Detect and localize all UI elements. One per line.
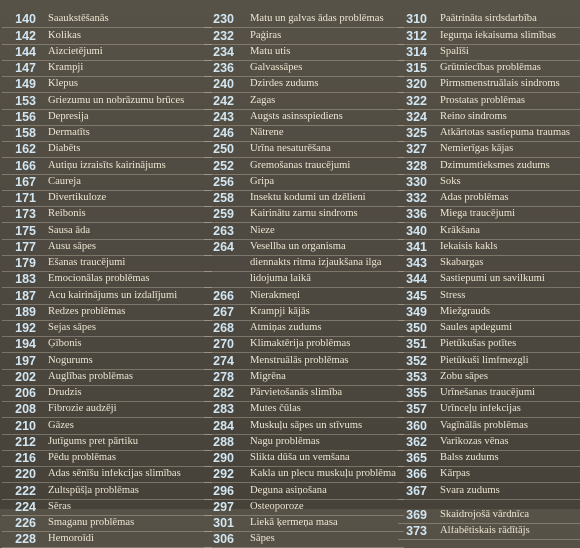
- index-entry[interactable]: [2, 61, 212, 77]
- page-number: 362: [406, 434, 427, 449]
- page-number: 310: [406, 12, 427, 27]
- page-number: 330: [406, 174, 427, 189]
- page-number: 212: [15, 434, 36, 449]
- page-number: 153: [15, 93, 36, 108]
- page-number: 189: [15, 304, 36, 319]
- index-entry[interactable]: [2, 483, 212, 499]
- page-number: 256: [213, 174, 234, 189]
- index-entry[interactable]: [398, 126, 580, 142]
- entry-title: Aizcietējumi: [48, 46, 103, 57]
- entry-title: Liekā ķermeņa masa: [250, 518, 338, 529]
- index-entry[interactable]: [2, 175, 212, 191]
- index-entry[interactable]: [398, 175, 580, 191]
- entry-title: Galvassāpes: [250, 63, 303, 74]
- index-entry[interactable]: [204, 353, 404, 369]
- entry-title: Dermatīts: [48, 128, 90, 139]
- entry-title: Drudzis: [48, 388, 82, 399]
- entry-title: Šoks: [440, 176, 461, 187]
- entry-title: Svara zudums: [440, 485, 500, 496]
- index-entry[interactable]: [2, 126, 212, 142]
- entry-title: diennakts ritma izjaukšana ilga: [250, 258, 382, 269]
- index-entry[interactable]: [204, 93, 404, 109]
- entry-title: Slikta dūša un vemšana: [250, 453, 350, 464]
- entry-title: Pietūkuši limfmezgli: [440, 355, 529, 366]
- page-number: 325: [406, 126, 427, 141]
- entry-title: Pēdu problēmas: [48, 453, 116, 464]
- index-entry[interactable]: [204, 418, 404, 434]
- page-number: 162: [15, 142, 36, 157]
- entry-title: Osteoporoze: [250, 501, 304, 512]
- index-entry[interactable]: [204, 28, 404, 44]
- page-number: 332: [406, 191, 427, 206]
- entry-title: Deguna asiņošana: [250, 485, 327, 496]
- page-number: 306: [213, 532, 234, 547]
- page-number: 336: [406, 207, 427, 222]
- index-entry[interactable]: [398, 223, 580, 239]
- index-entry[interactable]: [204, 386, 404, 402]
- entry-title: Pietūkušas potītes: [440, 339, 517, 350]
- index-entry[interactable]: [398, 288, 580, 304]
- entry-title: Fibrozie audzēji: [48, 404, 117, 415]
- entry-title: Prostatas problēmas: [440, 95, 526, 106]
- index-entry[interactable]: [398, 370, 580, 386]
- entry-title: Muskuļu sāpes un stīvums: [250, 420, 363, 431]
- page-number: 259: [213, 207, 234, 222]
- entry-title: Matu un galvas ādas problēmas: [250, 14, 384, 25]
- index-entry[interactable]: [204, 223, 404, 239]
- entry-title: Balss zudums: [440, 453, 499, 464]
- index-entry[interactable]: [398, 158, 580, 174]
- index-entry[interactable]: [2, 272, 212, 288]
- index-entry[interactable]: [2, 532, 212, 548]
- index-entry[interactable]: [398, 191, 580, 207]
- page-number: 234: [213, 44, 234, 59]
- page-number: 250: [213, 142, 234, 157]
- page-number: 236: [213, 61, 234, 76]
- index-entry[interactable]: [2, 142, 212, 158]
- page-number: 187: [15, 288, 36, 303]
- page-number: 232: [213, 28, 234, 43]
- index-entry[interactable]: [2, 337, 212, 353]
- page-number: 224: [15, 499, 36, 514]
- entry-title: Migrēna: [250, 371, 286, 382]
- index-entry[interactable]: [2, 158, 212, 174]
- entry-title: Redzes problēmas: [48, 306, 126, 317]
- index-entry[interactable]: [2, 370, 212, 386]
- index-entry[interactable]: [2, 467, 212, 483]
- page-number: 226: [15, 516, 36, 531]
- page-number: 149: [15, 77, 36, 92]
- entry-title: Kakla un plecu muskuļu problēma: [250, 469, 396, 480]
- page-number: 288: [213, 434, 234, 449]
- entry-title: Mutes čūlas: [250, 404, 301, 415]
- index-entry[interactable]: [2, 240, 212, 256]
- index-entry[interactable]: [204, 126, 404, 142]
- entry-title: Kolikas: [48, 30, 81, 41]
- page-number: 290: [213, 451, 234, 466]
- entry-title: Ēšanas traucējumi: [48, 258, 126, 269]
- entry-title: Klimaktērija problēmas: [250, 339, 351, 350]
- page-number: 357: [406, 402, 427, 417]
- index-entry[interactable]: [398, 435, 580, 451]
- entry-title: Urīnceļu infekcijas: [440, 404, 521, 415]
- index-column-2: [204, 12, 404, 548]
- page-number: 167: [15, 174, 36, 189]
- entry-title: Ādas problēmas: [440, 193, 509, 204]
- index-entry[interactable]: [398, 483, 580, 499]
- entry-title: Pārvietošanās slimība: [250, 388, 343, 399]
- index-entry[interactable]: [398, 45, 580, 61]
- page-number: 369: [406, 507, 427, 522]
- entry-title: Nierakmeņi: [250, 290, 301, 301]
- index-entry[interactable]: [204, 337, 404, 353]
- index-entry[interactable]: [398, 508, 580, 524]
- index-entry[interactable]: [2, 77, 212, 93]
- entry-title: Augsts asinsspiediens: [250, 111, 343, 122]
- entry-title: Hemoroīdi: [48, 534, 94, 545]
- index-entry[interactable]: [2, 353, 212, 369]
- entry-title: Paģiras: [250, 30, 282, 41]
- page-number: 345: [406, 288, 427, 303]
- index-entry[interactable]: [204, 532, 404, 548]
- entry-title: Skaidrojošā vārdnīca: [440, 509, 530, 520]
- page-number: 367: [406, 483, 427, 498]
- index-entry[interactable]: [2, 386, 212, 402]
- page-number: 173: [15, 207, 36, 222]
- page-number: 230: [213, 12, 234, 27]
- entry-title: Sastiepumi un savilkumi: [440, 274, 545, 285]
- entry-title: Miega traucējumi: [440, 209, 516, 220]
- index-entry[interactable]: [204, 256, 404, 272]
- entry-title: lidojuma laikā: [250, 274, 311, 285]
- page-number: 351: [406, 337, 427, 352]
- page-number: 158: [15, 126, 36, 141]
- entry-title: Gripa: [250, 176, 275, 187]
- page-number: 315: [406, 61, 427, 76]
- page-number: 322: [406, 93, 427, 108]
- entry-title: Auglības problēmas: [48, 371, 134, 382]
- page-number: 206: [15, 386, 36, 401]
- index-entry[interactable]: [2, 256, 212, 272]
- entry-title: Emocionālas problēmas: [48, 274, 150, 285]
- index-entry[interactable]: [2, 500, 212, 516]
- index-entry[interactable]: [204, 240, 404, 256]
- page-number: 240: [213, 77, 234, 92]
- index-entry[interactable]: [398, 240, 580, 256]
- entry-title: Kārpas: [440, 469, 471, 480]
- entry-title: Urīna nesaturēšana: [250, 144, 331, 155]
- page-number: 264: [213, 239, 234, 254]
- entry-title: Menstruālās problēmas: [250, 355, 349, 366]
- page-number: 327: [406, 142, 427, 157]
- entry-title: Nagu problēmas: [250, 436, 320, 447]
- page-number: 197: [15, 353, 36, 368]
- index-entry[interactable]: [398, 77, 580, 93]
- index-entry[interactable]: [204, 175, 404, 191]
- entry-title: Spalīši: [440, 46, 469, 57]
- page-number: 202: [15, 369, 36, 384]
- index-entry[interactable]: [398, 386, 580, 402]
- entry-title: Acu kairinājums un izdalījumi: [48, 290, 178, 301]
- entry-title: Griezumu un nobrāzumu brūces: [48, 95, 185, 106]
- entry-title: Sēras: [48, 501, 71, 512]
- index-entry[interactable]: [204, 370, 404, 386]
- entry-title: Iekaisis kakls: [440, 241, 498, 252]
- index-entry[interactable]: [204, 321, 404, 337]
- entry-title: Caureja: [48, 176, 81, 187]
- index-entry[interactable]: [204, 402, 404, 418]
- entry-title: Matu utis: [250, 46, 291, 57]
- index-entry[interactable]: [204, 483, 404, 499]
- page-number: 220: [15, 467, 36, 482]
- page-number: 208: [15, 402, 36, 417]
- page-number: 282: [213, 386, 234, 401]
- entry-title: Reino sindroms: [440, 111, 507, 122]
- index-entry[interactable]: [204, 451, 404, 467]
- entry-title: Atmiņas zudums: [250, 323, 322, 334]
- entry-title: Paātrināta sirdsdarbība: [440, 14, 537, 25]
- index-entry[interactable]: [2, 191, 212, 207]
- entry-title: Miežgrauds: [440, 306, 491, 317]
- page-number: 183: [15, 272, 36, 287]
- entry-title: Sejas sāpes: [48, 323, 96, 334]
- index-entry[interactable]: [398, 207, 580, 223]
- page-number: 228: [15, 532, 36, 547]
- index-entry[interactable]: [398, 61, 580, 77]
- index-entry[interactable]: [2, 418, 212, 434]
- page-number: 147: [15, 61, 36, 76]
- page-number: 242: [213, 93, 234, 108]
- index-entry[interactable]: [398, 256, 580, 272]
- page-number: 312: [406, 28, 427, 43]
- page-number: 355: [406, 386, 427, 401]
- page-number: 365: [406, 451, 427, 466]
- page-number: 320: [406, 77, 427, 92]
- entry-title: Žagas: [250, 95, 276, 106]
- page-number: 194: [15, 337, 36, 352]
- page-number: 166: [15, 158, 36, 173]
- page-number: 344: [406, 272, 427, 287]
- entry-title: Kairinātu zarnu sindroms: [250, 209, 358, 220]
- page-number: 283: [213, 402, 234, 417]
- entry-title: Dzimumtieksmes zudums: [440, 160, 550, 171]
- page-number: 297: [213, 499, 234, 514]
- index-entry[interactable]: [2, 451, 212, 467]
- page-number: 274: [213, 353, 234, 368]
- page-number: 296: [213, 483, 234, 498]
- entry-title: Krampji: [48, 63, 84, 74]
- entry-title: Vagīnālās problēmas: [440, 420, 528, 431]
- entry-title: Saules apdegumi: [440, 323, 513, 334]
- index-entry[interactable]: [2, 223, 212, 239]
- entry-title: Alfabētiskais rādītājs: [440, 526, 530, 537]
- entry-title: Gāzes: [48, 420, 74, 431]
- entry-title: Zobu sāpes: [440, 371, 488, 382]
- page-number: 350: [406, 321, 427, 336]
- page-number: 266: [213, 288, 234, 303]
- entry-title: Depresija: [48, 111, 89, 122]
- page-number: 263: [213, 223, 234, 238]
- index-entry[interactable]: [398, 467, 580, 483]
- page-number: 252: [213, 158, 234, 173]
- entry-title: Nogurums: [48, 355, 93, 366]
- page-number: 352: [406, 353, 427, 368]
- entry-title: Krampji kājās: [250, 306, 310, 317]
- page-number: 366: [406, 467, 427, 482]
- index-entry[interactable]: [2, 45, 212, 61]
- page-number: 343: [406, 256, 427, 271]
- index-entry[interactable]: [398, 110, 580, 126]
- entry-title: Atkārtotas sastiepuma traumas: [440, 128, 571, 139]
- page-number: 144: [15, 44, 36, 59]
- entry-title: Dzirdes zudums: [250, 79, 319, 90]
- entry-title: Insektu kodumi un dzēlieni: [250, 193, 366, 204]
- page-number: 328: [406, 158, 427, 173]
- page-number: 210: [15, 418, 36, 433]
- entry-title: Reibonis: [48, 209, 86, 220]
- index-entry[interactable]: [398, 305, 580, 321]
- entry-title: Krākšana: [440, 225, 481, 236]
- page-number: 216: [15, 451, 36, 466]
- entry-title: Jutīgums pret pārtiku: [48, 436, 139, 447]
- index-entry[interactable]: [204, 45, 404, 61]
- entry-title: Ausu sāpes: [48, 241, 96, 252]
- index-entry[interactable]: [204, 61, 404, 77]
- index-entry[interactable]: [398, 28, 580, 44]
- page-number: 349: [406, 304, 427, 319]
- index-entry[interactable]: [398, 142, 580, 158]
- entry-title: Gremošanas traucējumi: [250, 160, 351, 171]
- page-number: 360: [406, 418, 427, 433]
- page-number: 292: [213, 467, 234, 482]
- page-number: 177: [15, 239, 36, 254]
- page-number: 270: [213, 337, 234, 352]
- page-number: 222: [15, 483, 36, 498]
- page-number: 156: [15, 109, 36, 124]
- page-number: 301: [213, 516, 234, 531]
- index-entry[interactable]: [2, 28, 212, 44]
- index-entry[interactable]: [398, 93, 580, 109]
- page-number: 142: [15, 28, 36, 43]
- page-number: 267: [213, 304, 234, 319]
- page-number: 324: [406, 109, 427, 124]
- index-entry[interactable]: [2, 93, 212, 109]
- index-entry[interactable]: [398, 272, 580, 288]
- index-entry[interactable]: [2, 516, 212, 532]
- index-entry[interactable]: [2, 288, 212, 304]
- entry-title: Nātrene: [250, 128, 284, 139]
- page-number: 268: [213, 321, 234, 336]
- index-entry[interactable]: [2, 321, 212, 337]
- page-number: 340: [406, 223, 427, 238]
- page-number: 353: [406, 369, 427, 384]
- entry-title: Sāpes: [250, 534, 275, 545]
- index-entry[interactable]: [2, 435, 212, 451]
- index-column-1: [2, 12, 212, 548]
- index-entry[interactable]: [398, 353, 580, 369]
- index-entry[interactable]: [204, 516, 404, 532]
- page-number: 284: [213, 418, 234, 433]
- index-entry[interactable]: [398, 524, 580, 540]
- index-entry[interactable]: [204, 272, 404, 288]
- index-entry[interactable]: [204, 12, 404, 28]
- page-number: 341: [406, 239, 427, 254]
- page-number: 171: [15, 191, 36, 206]
- index-entry[interactable]: [204, 288, 404, 304]
- index-entry[interactable]: [398, 402, 580, 418]
- page-number: 314: [406, 44, 427, 59]
- page-number: 140: [15, 12, 36, 27]
- index-entry[interactable]: [398, 418, 580, 434]
- section-gap: [398, 500, 580, 508]
- entry-title: Pirmsmenstruālais sindroms: [440, 79, 560, 90]
- entry-title: Ādas sēnīšu infekcijas slimības: [48, 469, 181, 480]
- index-entry[interactable]: [204, 435, 404, 451]
- page-number: 246: [213, 126, 234, 141]
- index-column-3: [398, 12, 580, 540]
- entry-title: Ģībonis: [48, 339, 82, 350]
- index-entry[interactable]: [204, 467, 404, 483]
- page-number: 373: [406, 524, 427, 539]
- entry-title: Iegurņa iekaisuma slimības: [440, 30, 556, 41]
- page-number: 192: [15, 321, 36, 336]
- entry-title: Skabargas: [440, 258, 484, 269]
- page-number: 243: [213, 109, 234, 124]
- index-entry[interactable]: [2, 12, 212, 28]
- entry-title: Klepus: [48, 79, 79, 90]
- index-entry[interactable]: [2, 207, 212, 223]
- page-number: 258: [213, 191, 234, 206]
- entry-title: Sausa āda: [48, 225, 91, 236]
- index-entry[interactable]: [204, 110, 404, 126]
- entry-title: Autiņu izraisīts kairinājums: [48, 160, 166, 171]
- index-entry[interactable]: [204, 500, 404, 516]
- index-entry[interactable]: [398, 451, 580, 467]
- entry-title: Urīnešanas traucējumi: [440, 388, 536, 399]
- index-entry[interactable]: [2, 305, 212, 321]
- entry-title: Vesellba un organisma: [250, 241, 346, 252]
- entry-title: Diabēts: [48, 144, 81, 155]
- index-entry[interactable]: [204, 191, 404, 207]
- index-entry[interactable]: [204, 158, 404, 174]
- index-entry[interactable]: [204, 305, 404, 321]
- entry-title: Stress: [440, 290, 466, 301]
- page-number: 278: [213, 369, 234, 384]
- index-entry[interactable]: [398, 337, 580, 353]
- index-entry[interactable]: [204, 77, 404, 93]
- entry-title: Smaganu problēmas: [48, 518, 135, 529]
- index-entry[interactable]: [204, 207, 404, 223]
- entry-title: Nemierīgas kājas: [440, 144, 514, 155]
- entry-title: Nieze: [250, 225, 275, 236]
- index-entry[interactable]: [204, 142, 404, 158]
- entry-title: Saaukstēšanās: [48, 14, 109, 25]
- index-entry[interactable]: [2, 402, 212, 418]
- entry-title: Žultspūšļa problēmas: [48, 485, 139, 496]
- page-number: 179: [15, 256, 36, 271]
- page-number: 175: [15, 223, 36, 238]
- entry-title: Grūtniecības problēmas: [440, 63, 541, 74]
- index-entry[interactable]: [398, 12, 580, 28]
- entry-title: Divertikuloze: [48, 193, 107, 204]
- index-entry[interactable]: [398, 321, 580, 337]
- entry-title: Varikozas vēnas: [440, 436, 509, 447]
- index-entry[interactable]: [2, 110, 212, 126]
